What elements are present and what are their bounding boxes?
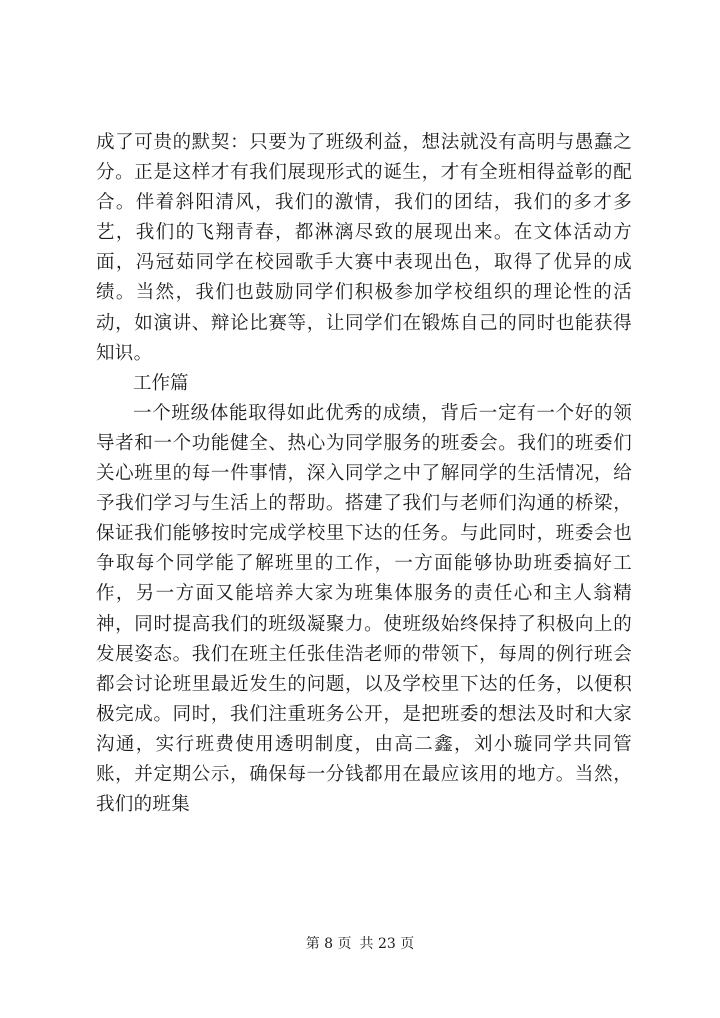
page-number: 第 8 页 [305,936,352,952]
page-footer [0,934,720,954]
section-heading: 工作篇 [133,372,189,394]
paragraph-continuation: 成了可贵的默契：只要为了班级利益，想法就没有高明与愚蠢之分。正是这样才有我们展现形式的诞生，才有全班相得益彰的配合。伴着斜阳清风，我们的激情，我们的团结，我们的多才多艺，我们的飞翔青春，都淋漓尽致的展现出来。在文体活动方面，冯冠茹同学在校园歌手大赛中表现出色，取得了优异的成绩。当然，我们也鼓励同学们积极参加学校组织的理论性的活动，如演讲、辩论比赛等，让同学们在锻炼自己的同时也能获得知识。 [96,132,632,364]
paragraph-work: 一个班级体能取得如此优秀的成绩，背后一定有一个好的领导者和一个功能健全、热心为同学服务的班委会。我们的班委们关心班里的每一件事情，深入同学之中了解同学的生活情况，给予我们学习与生活上的帮助。搭建了我们与老师们沟通的桥梁，保证我们能够按时完成学校里下达的任务。与此同时，班委会也争取每个同学能了解班里的工作，一方面能够协助班委搞好工作，另一方面又能培养大家为班集体服务的责任心和主人翁精神，同时提高我们的班级凝聚力。使班级始终保持了积极向上的发展姿态。我们在班主任张佳浩老师的带领下，每周的例行班会都会讨论班里最近发生的问题，以及学校里下达的任务，以便积极完成。同时，我们注重班务公开，是把班委的想法及时和大家沟通，实行班费使用透明制度，由高二鑫，刘小璇同学共同管账，并定期公示，确保每一分钱都用在最应该用的地方。当然，我们的班集 [96,402,632,816]
document-body [96,128,632,820]
page-total: 共 23 页 [359,936,415,952]
